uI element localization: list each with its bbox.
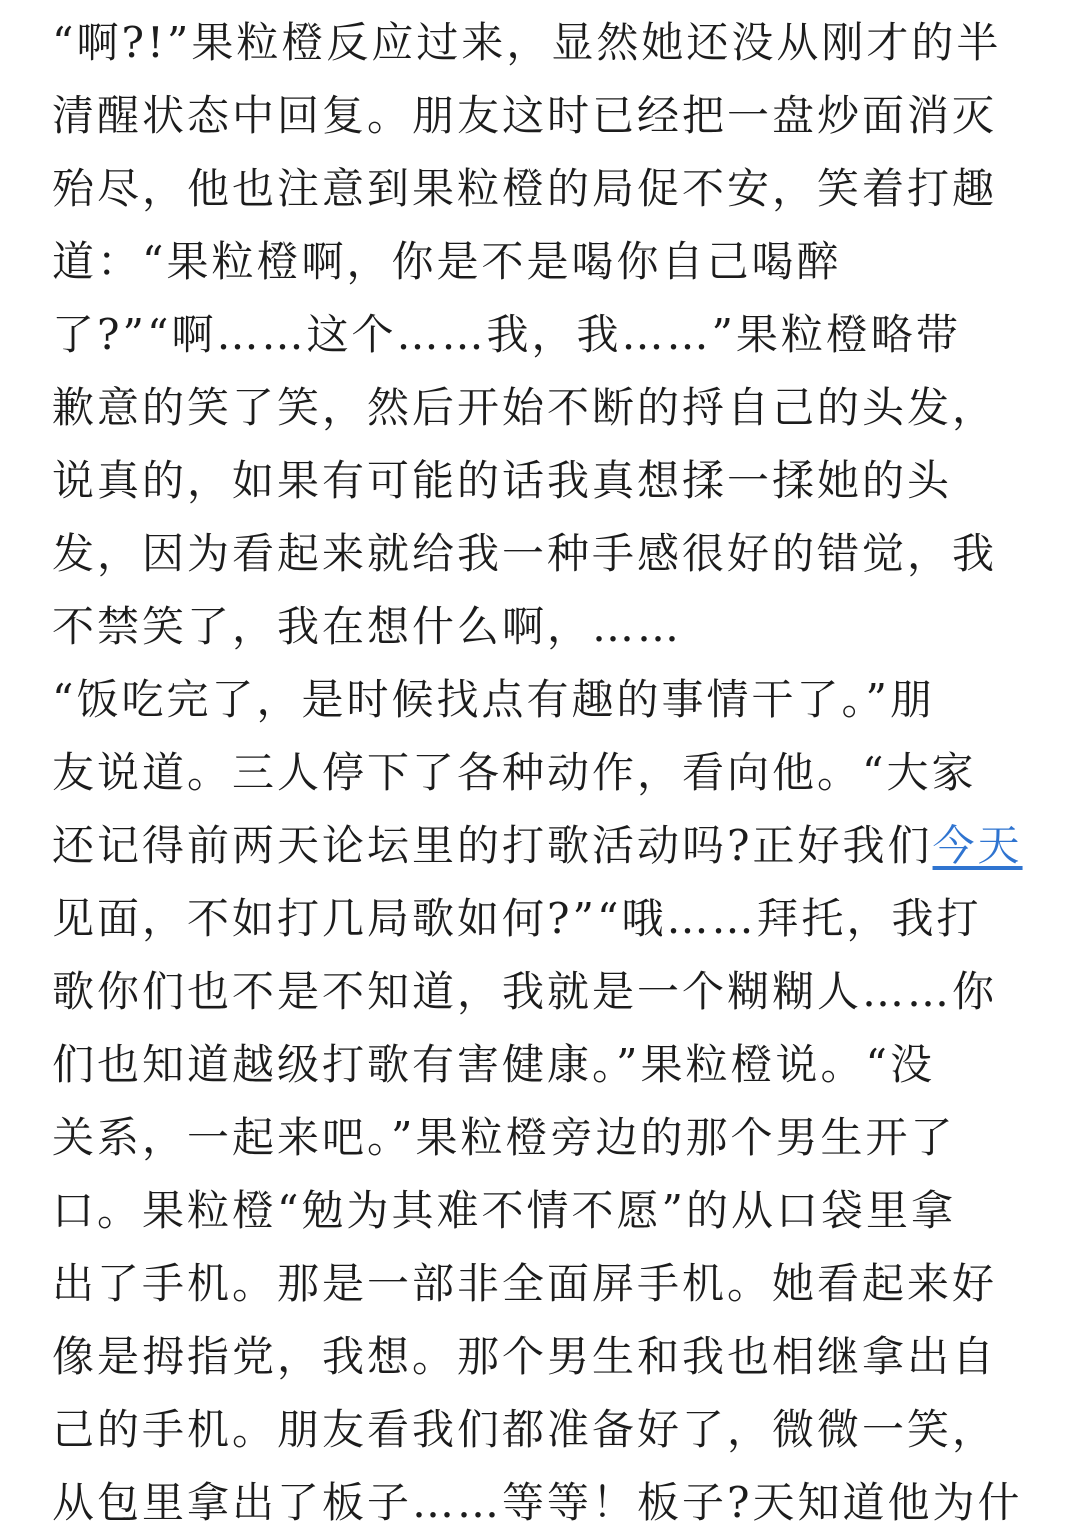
paragraph-1: “啊?!”果粒橙反应过来，显然她还没从刚才的半 清醒状态中回复。朋友这时已经把一盘炒面消灭 殆尽，他也注意到果粒橙的局促不安，笑着打趣 道：“果粒橙啊，你是不是喝你自己喝醉 了?”“啊……这个……我，我……”果粒橙略带 歉意的笑了笑，然后开始不断的捋自己的头发， 说真的，如果有可能的话我真想揉一揉她的头 发，因为看起来就给我一种手感很好的错觉，我 不禁笑了，我在想什么啊，……	[52, 18, 1002, 651]
paragraph-2	[52, 663, 1027, 1539]
today-link[interactable]: 今天	[932, 821, 1023, 870]
paragraph-2-text-after: 见面，不如打几局歌如何?”“哦……拜托，我打 歌你们也不是不知道，我就是一个糊糊人……你 们也知道越级打歌有害健康。”果粒橙说。“没 关系，一起来吧。”果粒橙旁边的那个男生开了 口。果粒橙“勉为其难不情不愿”的从口袋里拿 出了手机。那是一部非全面屏手机。她看起来好 像是拇指党，我想。那个男生和我也相继拿出自 己的手机。朋友看我们都准备好了，微微一笑， 从包里拿出了板子……等等！板子?天知道他为什	[52, 894, 1023, 1527]
paragraph-2-text-before: “饭吃完了，是时候找点有趣的事情干了。”朋 友说道。三人停下了各种动作，看向他。“大家 还记得前两天论坛里的打歌活动吗?正好我们	[52, 675, 977, 870]
article-body	[52, 6, 1027, 1539]
